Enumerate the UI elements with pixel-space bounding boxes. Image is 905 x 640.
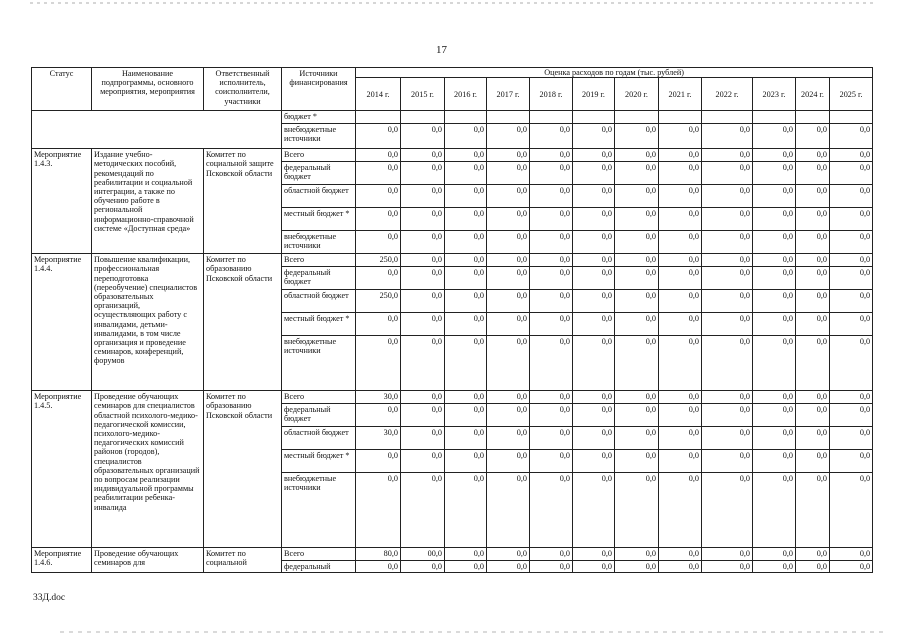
value-cell: 0,0 <box>487 267 530 290</box>
value-cell: 0,0 <box>615 404 659 427</box>
value-cell: 0,0 <box>830 149 873 162</box>
value-cell: 0,0 <box>659 548 702 561</box>
value-cell: 0,0 <box>753 391 796 404</box>
value-cell: 0,0 <box>753 162 796 185</box>
value-cell: 0,0 <box>830 427 873 450</box>
value-cell: 0,0 <box>356 149 401 162</box>
source-label: Всего <box>282 391 356 404</box>
value-cell: 0,0 <box>401 404 445 427</box>
measure-status: Мероприятие 1.4.3. <box>32 149 92 254</box>
measure-name: Проведение обучающих семинаров для специалистов областной психолого-медико-педагогической комиссии, психолого-медико-педагогических комиссий районов (городов), специалистов образовательных организаций по вопросам реализации индивидуальной программы реабилитации ребенка-инвалида <box>92 391 204 548</box>
value-cell <box>753 111 796 124</box>
value-cell: 0,0 <box>830 208 873 231</box>
value-cell: 0,0 <box>573 473 615 548</box>
value-cell: 0,0 <box>530 391 573 404</box>
value-cell: 0,0 <box>753 290 796 313</box>
measure-status: Мероприятие 1.4.4. <box>32 254 92 391</box>
value-cell: 0,0 <box>659 391 702 404</box>
value-cell: 0,0 <box>487 561 530 573</box>
value-cell: 0,0 <box>445 391 487 404</box>
value-cell: 0,0 <box>615 336 659 391</box>
value-cell: 0,0 <box>530 548 573 561</box>
value-cell: 0,0 <box>356 162 401 185</box>
value-cell: 0,0 <box>573 267 615 290</box>
value-cell: 0,0 <box>796 473 830 548</box>
value-cell: 0,0 <box>573 254 615 267</box>
value-cell: 0,0 <box>573 561 615 573</box>
value-cell: 0,0 <box>573 427 615 450</box>
value-cell: 0,0 <box>659 185 702 208</box>
value-cell: 0,0 <box>487 336 530 391</box>
value-cell: 0,0 <box>796 336 830 391</box>
value-cell: 0,0 <box>753 185 796 208</box>
value-cell: 0,0 <box>487 473 530 548</box>
value-cell: 0,0 <box>796 427 830 450</box>
value-cell <box>796 111 830 124</box>
value-cell: 0,0 <box>796 391 830 404</box>
value-cell: 0,0 <box>796 162 830 185</box>
value-cell: 0,0 <box>659 313 702 336</box>
measure-status: Мероприятие 1.4.6. <box>32 548 92 573</box>
value-cell: 0,0 <box>753 548 796 561</box>
value-cell: 0,0 <box>401 149 445 162</box>
value-cell: 0,0 <box>830 162 873 185</box>
value-cell: 0,0 <box>530 561 573 573</box>
header-status: Статус <box>32 68 92 111</box>
value-cell: 0,0 <box>796 231 830 254</box>
value-cell <box>830 111 873 124</box>
value-cell: 0,0 <box>615 267 659 290</box>
value-cell: 0,0 <box>659 561 702 573</box>
value-cell: 0,0 <box>615 561 659 573</box>
value-cell: 0,0 <box>487 254 530 267</box>
source-label: федеральный бюджет <box>282 162 356 185</box>
value-cell: 0,0 <box>530 208 573 231</box>
value-cell: 0,0 <box>573 149 615 162</box>
value-cell: 0,0 <box>702 336 753 391</box>
value-cell: 0,0 <box>530 473 573 548</box>
value-cell: 0,0 <box>445 336 487 391</box>
value-cell: 0,0 <box>401 473 445 548</box>
table-row <box>32 149 873 162</box>
value-cell: 0,0 <box>753 267 796 290</box>
value-cell: 0,0 <box>445 124 487 149</box>
value-cell: 0,0 <box>530 313 573 336</box>
source-label: внебюджетные источники <box>282 336 356 391</box>
value-cell: 0,0 <box>487 231 530 254</box>
value-cell: 0,0 <box>573 185 615 208</box>
value-cell: 0,0 <box>356 336 401 391</box>
value-cell: 0,0 <box>753 473 796 548</box>
source-label: областной бюджет <box>282 427 356 450</box>
year-header: 2016 г. <box>445 78 487 111</box>
value-cell: 0,0 <box>487 290 530 313</box>
value-cell: 0,0 <box>830 267 873 290</box>
value-cell: 0,0 <box>573 231 615 254</box>
value-cell: 0,0 <box>615 313 659 336</box>
value-cell: 0,0 <box>753 124 796 149</box>
value-cell: 0,0 <box>659 124 702 149</box>
continuation-blank <box>32 111 282 149</box>
value-cell: 0,0 <box>356 561 401 573</box>
header-name: Наименование подпрограммы, основного мероприятия, мероприятия <box>92 68 204 111</box>
header-sources: Источники финансирования <box>282 68 356 111</box>
table-row <box>32 111 873 124</box>
source-label: Всего <box>282 149 356 162</box>
value-cell: 0,0 <box>530 267 573 290</box>
value-cell: 0,0 <box>401 336 445 391</box>
source-label: областной бюджет <box>282 185 356 208</box>
value-cell: 0,0 <box>702 290 753 313</box>
header-responsible: Ответственный исполнитель, соисполнители, участники <box>204 68 282 111</box>
table-row <box>32 254 873 267</box>
value-cell: 0,0 <box>615 450 659 473</box>
value-cell: 0,0 <box>753 404 796 427</box>
year-header: 2014 г. <box>356 78 401 111</box>
source-label: областной бюджет <box>282 290 356 313</box>
measure-responsible: Комитет по социальной защите Псковской области <box>204 149 282 254</box>
value-cell: 0,0 <box>573 162 615 185</box>
value-cell: 0,0 <box>573 450 615 473</box>
value-cell: 0,0 <box>356 450 401 473</box>
value-cell: 0,0 <box>830 313 873 336</box>
value-cell: 0,0 <box>796 254 830 267</box>
value-cell: 0,0 <box>487 162 530 185</box>
year-header: 2025 г. <box>830 78 873 111</box>
value-cell: 0,0 <box>796 561 830 573</box>
value-cell: 0,0 <box>659 254 702 267</box>
value-cell: 00,0 <box>401 548 445 561</box>
value-cell: 0,0 <box>615 185 659 208</box>
value-cell: 0,0 <box>615 548 659 561</box>
value-cell: 0,0 <box>615 427 659 450</box>
value-cell <box>530 111 573 124</box>
value-cell: 0,0 <box>445 185 487 208</box>
year-header: 2020 г. <box>615 78 659 111</box>
value-cell: 0,0 <box>573 391 615 404</box>
measure-name: Издание учебно-методических пособий, рекомендаций по реабилитации и социальной интеграции, а также по обучению работе в региональной информационно-справочной системе «Доступная среда» <box>92 149 204 254</box>
value-cell: 0,0 <box>356 267 401 290</box>
value-cell: 0,0 <box>753 149 796 162</box>
value-cell: 0,0 <box>702 162 753 185</box>
value-cell: 0,0 <box>487 208 530 231</box>
value-cell: 0,0 <box>401 208 445 231</box>
value-cell: 0,0 <box>530 185 573 208</box>
value-cell: 0,0 <box>615 473 659 548</box>
measure-name: Проведение обучающих семинаров для <box>92 548 204 573</box>
value-cell: 0,0 <box>487 548 530 561</box>
value-cell: 0,0 <box>401 290 445 313</box>
scan-artifact-top <box>30 2 875 4</box>
value-cell: 0,0 <box>702 124 753 149</box>
value-cell: 0,0 <box>702 254 753 267</box>
value-cell: 0,0 <box>753 208 796 231</box>
value-cell: 0,0 <box>702 473 753 548</box>
value-cell: 0,0 <box>753 254 796 267</box>
value-cell: 0,0 <box>573 404 615 427</box>
value-cell <box>356 111 401 124</box>
value-cell: 0,0 <box>702 208 753 231</box>
value-cell <box>487 111 530 124</box>
value-cell: 0,0 <box>445 208 487 231</box>
value-cell: 0,0 <box>530 427 573 450</box>
value-cell: 0,0 <box>796 149 830 162</box>
value-cell: 0,0 <box>659 290 702 313</box>
value-cell: 0,0 <box>487 427 530 450</box>
year-header: 2022 г. <box>702 78 753 111</box>
value-cell: 0,0 <box>573 313 615 336</box>
scan-artifact-bottom <box>60 631 885 633</box>
measure-responsible: Комитет по социальной <box>204 548 282 573</box>
source-label: местный бюджет * <box>282 450 356 473</box>
value-cell: 0,0 <box>445 162 487 185</box>
value-cell: 0,0 <box>659 267 702 290</box>
value-cell <box>659 111 702 124</box>
value-cell: 0,0 <box>659 336 702 391</box>
value-cell: 0,0 <box>753 427 796 450</box>
value-cell <box>445 111 487 124</box>
value-cell: 0,0 <box>796 124 830 149</box>
header-estimate: Оценка расходов по годам (тыс. рублей) <box>356 68 873 78</box>
value-cell: 0,0 <box>356 404 401 427</box>
value-cell: 30,0 <box>356 427 401 450</box>
value-cell: 0,0 <box>615 124 659 149</box>
value-cell: 0,0 <box>530 254 573 267</box>
value-cell: 0,0 <box>356 185 401 208</box>
value-cell: 0,0 <box>530 162 573 185</box>
value-cell: 0,0 <box>659 427 702 450</box>
value-cell: 0,0 <box>445 254 487 267</box>
value-cell: 0,0 <box>356 313 401 336</box>
value-cell: 0,0 <box>753 450 796 473</box>
value-cell: 0,0 <box>573 336 615 391</box>
year-header: 2015 г. <box>401 78 445 111</box>
source-label: местный бюджет * <box>282 208 356 231</box>
value-cell: 0,0 <box>796 404 830 427</box>
value-cell: 0,0 <box>659 450 702 473</box>
page-number: 17 <box>436 44 447 56</box>
source-label: Всего <box>282 254 356 267</box>
value-cell: 0,0 <box>530 231 573 254</box>
value-cell: 0,0 <box>615 162 659 185</box>
value-cell: 0,0 <box>487 185 530 208</box>
value-cell: 0,0 <box>530 149 573 162</box>
value-cell: 0,0 <box>753 313 796 336</box>
header-row <box>32 68 873 78</box>
value-cell: 0,0 <box>830 473 873 548</box>
year-header: 2021 г. <box>659 78 702 111</box>
value-cell: 0,0 <box>401 231 445 254</box>
source-label: федеральный бюджет <box>282 267 356 290</box>
value-cell: 0,0 <box>702 450 753 473</box>
value-cell: 0,0 <box>356 473 401 548</box>
footer-filename: 33Д.doc <box>33 593 66 603</box>
value-cell: 0,0 <box>796 313 830 336</box>
value-cell: 0,0 <box>530 124 573 149</box>
value-cell: 30,0 <box>356 391 401 404</box>
measure-status: Мероприятие 1.4.5. <box>32 391 92 548</box>
value-cell: 0,0 <box>753 336 796 391</box>
year-header: 2018 г. <box>530 78 573 111</box>
value-cell: 0,0 <box>830 561 873 573</box>
value-cell: 0,0 <box>830 450 873 473</box>
source-label: местный бюджет * <box>282 313 356 336</box>
value-cell: 0,0 <box>401 427 445 450</box>
value-cell: 0,0 <box>530 290 573 313</box>
value-cell <box>702 111 753 124</box>
value-cell <box>401 111 445 124</box>
year-header: 2017 г. <box>487 78 530 111</box>
value-cell: 0,0 <box>830 404 873 427</box>
value-cell: 250,0 <box>356 254 401 267</box>
value-cell: 0,0 <box>445 231 487 254</box>
value-cell: 250,0 <box>356 290 401 313</box>
value-cell: 0,0 <box>445 561 487 573</box>
value-cell: 0,0 <box>753 231 796 254</box>
value-cell: 0,0 <box>445 313 487 336</box>
source-label: внебюджетные источники <box>282 231 356 254</box>
value-cell: 0,0 <box>401 450 445 473</box>
source-label: федеральный бюджет <box>282 404 356 427</box>
value-cell: 0,0 <box>830 548 873 561</box>
value-cell: 0,0 <box>830 185 873 208</box>
value-cell: 0,0 <box>356 208 401 231</box>
value-cell: 0,0 <box>401 313 445 336</box>
value-cell: 0,0 <box>796 267 830 290</box>
value-cell: 0,0 <box>573 548 615 561</box>
value-cell: 0,0 <box>401 124 445 149</box>
value-cell: 0,0 <box>445 267 487 290</box>
value-cell: 0,0 <box>659 149 702 162</box>
value-cell: 0,0 <box>702 404 753 427</box>
year-header: 2024 г. <box>796 78 830 111</box>
measure-responsible: Комитет по образованию Псковской области <box>204 254 282 391</box>
value-cell: 0,0 <box>401 267 445 290</box>
value-cell: 0,0 <box>796 185 830 208</box>
value-cell: 0,0 <box>573 124 615 149</box>
source-label: бюджет * <box>282 111 356 124</box>
value-cell: 0,0 <box>796 450 830 473</box>
value-cell: 0,0 <box>445 149 487 162</box>
source-label: внебюджетные источники <box>282 473 356 548</box>
value-cell: 0,0 <box>830 231 873 254</box>
value-cell: 0,0 <box>445 290 487 313</box>
value-cell <box>573 111 615 124</box>
value-cell: 0,0 <box>753 561 796 573</box>
value-cell: 0,0 <box>401 391 445 404</box>
value-cell: 0,0 <box>445 548 487 561</box>
value-cell: 0,0 <box>702 267 753 290</box>
value-cell: 0,0 <box>445 427 487 450</box>
value-cell: 0,0 <box>659 473 702 548</box>
value-cell: 0,0 <box>702 427 753 450</box>
value-cell: 0,0 <box>702 149 753 162</box>
table-body <box>32 111 873 573</box>
table-row <box>32 391 873 404</box>
value-cell: 0,0 <box>830 254 873 267</box>
value-cell: 0,0 <box>830 391 873 404</box>
table-row <box>32 548 873 561</box>
measure-name: Повышение квалификации, профессиональная переподготовка (переобучение) специалистов образовательных организаций, осуществляющих работу с инвалидами, детьми-инвалидами, в том числе организация и проведение семинаров, конференций, форумов <box>92 254 204 391</box>
value-cell: 0,0 <box>615 149 659 162</box>
value-cell: 0,0 <box>401 254 445 267</box>
value-cell <box>615 111 659 124</box>
value-cell: 0,0 <box>445 404 487 427</box>
value-cell: 0,0 <box>401 185 445 208</box>
measure-responsible: Комитет по образованию Псковской области <box>204 391 282 548</box>
value-cell: 0,0 <box>702 391 753 404</box>
year-header: 2019 г. <box>573 78 615 111</box>
value-cell: 0,0 <box>615 290 659 313</box>
value-cell: 0,0 <box>401 162 445 185</box>
year-header: 2023 г. <box>753 78 796 111</box>
value-cell: 0,0 <box>615 231 659 254</box>
value-cell: 0,0 <box>445 473 487 548</box>
value-cell: 0,0 <box>356 231 401 254</box>
value-cell: 0,0 <box>530 450 573 473</box>
expenditure-table <box>31 67 873 573</box>
value-cell: 0,0 <box>615 254 659 267</box>
value-cell: 0,0 <box>702 231 753 254</box>
value-cell: 0,0 <box>487 404 530 427</box>
value-cell: 0,0 <box>830 336 873 391</box>
value-cell: 0,0 <box>830 124 873 149</box>
source-label: Всего <box>282 548 356 561</box>
value-cell: 0,0 <box>659 231 702 254</box>
source-label: внебюджетные источники <box>282 124 356 149</box>
value-cell: 0,0 <box>659 404 702 427</box>
value-cell: 0,0 <box>796 290 830 313</box>
value-cell: 0,0 <box>445 450 487 473</box>
value-cell: 0,0 <box>702 185 753 208</box>
value-cell: 0,0 <box>615 391 659 404</box>
value-cell: 0,0 <box>796 548 830 561</box>
value-cell: 0,0 <box>659 162 702 185</box>
source-label: федеральный <box>282 561 356 573</box>
value-cell: 0,0 <box>796 208 830 231</box>
value-cell: 0,0 <box>530 404 573 427</box>
value-cell: 0,0 <box>487 313 530 336</box>
value-cell: 0,0 <box>573 290 615 313</box>
value-cell: 0,0 <box>356 124 401 149</box>
value-cell: 0,0 <box>487 450 530 473</box>
value-cell: 0,0 <box>702 313 753 336</box>
value-cell: 80,0 <box>356 548 401 561</box>
value-cell: 0,0 <box>573 208 615 231</box>
value-cell: 0,0 <box>615 208 659 231</box>
value-cell: 0,0 <box>659 208 702 231</box>
value-cell: 0,0 <box>702 548 753 561</box>
value-cell: 0,0 <box>487 149 530 162</box>
value-cell: 0,0 <box>401 561 445 573</box>
value-cell: 0,0 <box>830 290 873 313</box>
value-cell: 0,0 <box>530 336 573 391</box>
value-cell: 0,0 <box>487 124 530 149</box>
value-cell: 0,0 <box>702 561 753 573</box>
value-cell: 0,0 <box>487 391 530 404</box>
